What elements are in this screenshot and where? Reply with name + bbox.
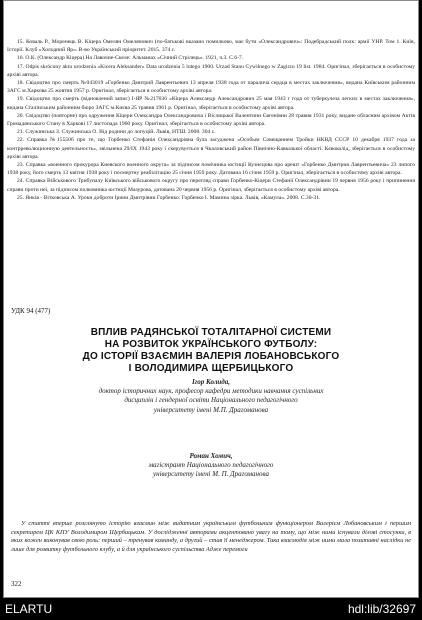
reference-item: 25. Янків - Вітковська А. Уроки доброти Ірини Дмитрівни Горбенко: Горбенко І. Мамина зірка. Львів, «Камула». 2008. С.30-31. [17, 194, 321, 201]
reference-item: 18. Свідоцтво про смерть №043019 «Горбенко Дмитрий Лаврентьевич 13 апреля 1938 года от паралича сердца в местах заключения», видана Київським районним ЗАГС м.Харкова 25 жовтня 1957 р. Оригінал, зберігається в особистому архіві автора. [7, 80, 415, 95]
author-block [3, 378, 419, 415]
abstract-text: У статті вперше розглянуто історію взаємин між видатним українським футбольним функціонером Валерієм Лобановським і першим секретарем ЦК КПУ Володимиром Щербицьким. У дослідженні авторами акцентовано увагу на тому, що між ними існували ділові стосунки, в яких кожен виконував свою роль: перший – тренував команду, а другий – став її менеджером. Така взаємодія між ними мала позитивні наслідки не лише для розвитку футбольного клубу, а й для українського суспільства Адже перемоги [11, 520, 411, 553]
reference-item: 17. Odpis skrócony aktu urodzenia «Kicera Aleksander» Data urodzenia 5 lutego 1900. Urzad Stanu Cywilnego w Zagirzu 19 list. 1984. Оригінал, зберігається в особистому архіві автора. [7, 63, 415, 78]
reference-item: 22. Справка №155506 про те, що Горбенко Стефанія Олександрівна була засуджена «Особым Совещанием Тройки НКВД СССР 10 декабря 1937 года за контрреволюционную деятельность», звільнена 29/IX 1943 року і скерувується в Чкаловський район Північно-Кавказької області. Кєвоколід, зберігається в особистому архіві автора. [7, 137, 415, 160]
article-title [3, 327, 419, 375]
udk-code: УДК 94 (477) [11, 307, 51, 315]
author-affiliation: університету імені М.П. Драгоманова [153, 405, 269, 414]
handle-link[interactable]: hdl:lib/32697 [347, 602, 416, 616]
document-page [3, 0, 419, 598]
reference-item: 19. Свідоцтво про смерть (відновлений запис) І-ЯР №217036 «Кіцера Александр Александрович 25 мая 1943 г года от туберкулеза легких в местах заключения», видана Сталінським районним бюро ЗАГС м.Києва 25 травня 1961 р. Оригінал, зберігається в особистому архіві автора. [7, 96, 415, 111]
footer-bar [0, 598, 422, 620]
author-affiliation: доктор історичних наук, професор кафедри методики навчання суспільних [98, 387, 324, 396]
reference-item: 20. Свідоцтво (повторне) про одруження Кіцери Олександра Олександровича і Віслицької Валентини Євгенівни 28 травня 1931 року, видане обласним архівом Актів Громадянського Стану в Харкові 17 листопада 1960 року. Оригінал, зберігається в особистому архіві автора. [7, 112, 415, 128]
title-line: ВПЛИВ РАДЯНСЬКОЇ ТОТАЛІТАРНОЇ СИСТЕМИ [90, 327, 332, 338]
author-block [3, 452, 419, 480]
title-line: І ВОЛОДИМИРА ЩЕРБИЦЬКОГО [128, 363, 294, 374]
reference-item: 21. Служинська З. Служинська О. Від родини до лопуцій. Львів, НТШ. 2008. 304 с. [17, 129, 216, 136]
author-name: Роман Хомич, [189, 452, 233, 460]
title-line: ДО ІСТОРІЇ ВЗАЄМИН ВАЛЕРІЯ ЛОБАНОВСЬКОГО [82, 351, 340, 362]
page-number: 322 [11, 580, 22, 588]
reference-item: 23. Справка «военного прокурора Киевского военного округа» за підписом помічника юстиції Кузнєцова про арешт «Горбенко Дмитрия Лаврентьевича» 23 липого 1938 року, його смерть 13 квітня 1938 року і посмертну реабілітацію 25 січня 1959 року. Датована 16 січня 1959 р. Оригінал, зберігається в особистому архіві автора. [7, 162, 415, 177]
author-affiliation: магістрант Національного педагогічного [148, 461, 274, 470]
author-name: Ігор Колида, [191, 378, 231, 386]
repository-name: ELARTU [5, 602, 53, 616]
author-affiliation: дисциплін і гендерної освіти Національного педагогічного [124, 396, 298, 405]
title-line: НА РОЗВИТОК УКРАЇНСЬКОГО ФУТБОЛУ: [104, 339, 318, 350]
reference-item: 16. О.К. (Олександр Кіцера) На Лавочне-Скеле: Альманах «Січний Стрілець». 1921, ч.3. С.6-7. [17, 55, 244, 62]
reference-item: 24. Справка Військового Трибуналу Київського військового округу про перегляд справи Горбенко-Кіцери Стефанії Олександрівни 19 червня 1956 року і припинення справи проти неї, за підписом полковника юстиції Мазурова, датована 20 червня 1956 р. Оригінал, зберігається в особистому архіві автора. [7, 178, 415, 193]
references-list [7, 38, 415, 202]
author-affiliation: університету імені М. П. Драгоманова [152, 470, 269, 479]
reference-item: 15. Коваль Р., Моренець В. Кіцера Омелян Омелянович (по-батькові вказано помилково, має бути «Олександрович»: Подебрадський полк: армії УНР. Том 1. Київ, Історії. Клуб «Холодний Яр». В-во Український пріоритет. 2015. 374 с. [7, 39, 415, 54]
